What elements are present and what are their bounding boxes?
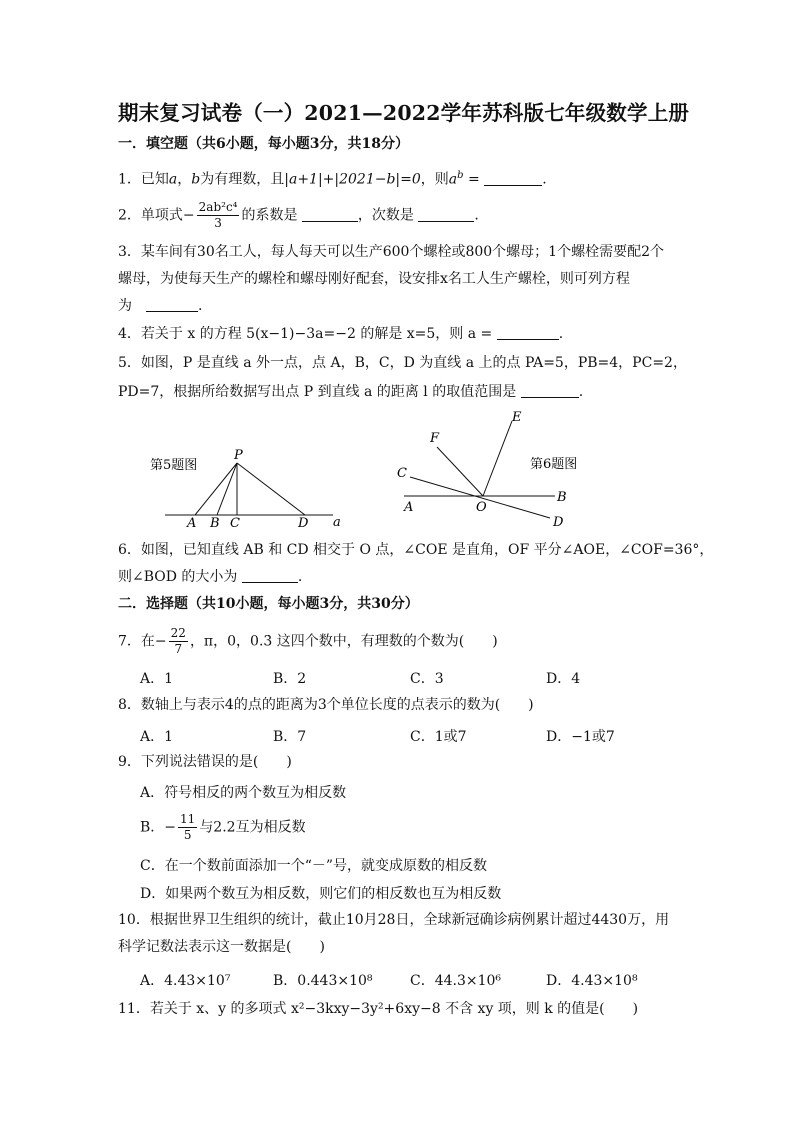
fraction-22-7: $\frac{22}{7}$ [170, 626, 186, 656]
section-choice-heading: 二．选择题（共10小题，每小题3分，共30分） [118, 596, 419, 612]
answer-blank[interactable] [497, 325, 559, 340]
answer-blank[interactable] [302, 207, 358, 222]
option-d[interactable]: D．如果两个数互为相反数，则它们的相反数也互为相反数 [140, 886, 502, 902]
option-b[interactable]: B．0.443×10⁸ [273, 973, 373, 989]
question-1: 1．已知a，b为有理数，且|a+1|+|2021−b|=0，则$a^b$ = . [118, 170, 547, 188]
question-7: 7．在− $\frac{22}{7}$ ，π，0，0.3̇ 这四个数中，有理数的个数为( ) [118, 626, 498, 656]
option-c[interactable]: C．3 [410, 671, 444, 687]
figure-6-caption: 第6题图 [530, 457, 578, 472]
segment-PA [195, 463, 237, 515]
question-8: 8．数轴上与表示4的点的距离为3个单位长度的点表示的数为( ) [118, 697, 534, 713]
figure-5-caption: 第5题图 [150, 458, 198, 473]
label-P: P [234, 448, 243, 463]
question-10-line-2: 科学记数法表示这一数据是( ) [118, 939, 325, 955]
label-D: D [298, 516, 309, 531]
label-E: E [512, 410, 522, 425]
page-title: 期末复习试卷（一）2021—2022学年苏科版七年级数学上册 [118, 101, 690, 125]
question-3-line-2: 螺母，为使每天生产的螺栓和螺母刚好配套，设安排x名工人生产螺栓，则可列方程 [118, 271, 630, 287]
segment-PB [217, 463, 237, 515]
label-a: a [333, 515, 341, 530]
figures-area [0, 405, 793, 535]
ray-OF [437, 447, 483, 496]
option-d[interactable]: D．−1或7 [546, 729, 615, 745]
label-A: A [187, 516, 197, 531]
option-a[interactable]: A．4.43×10⁷ [140, 973, 231, 989]
question-9: 9．下列说法错误的是( ) [118, 754, 292, 770]
ray-OE [483, 421, 512, 496]
answer-blank[interactable] [521, 383, 579, 398]
option-a[interactable]: A．符号相反的两个数互为相反数 [140, 785, 347, 801]
option-c[interactable]: C．1或7 [410, 729, 467, 745]
question-3-line-1: 3．某车间有30名工人，每人每天可以生产600个螺栓或800个螺母；1个螺栓需要配2个 [118, 244, 664, 260]
label-F: F [430, 431, 440, 446]
answer-blank[interactable] [242, 568, 298, 583]
option-d[interactable]: D．4.43×10⁸ [546, 973, 638, 989]
question-6-line-1: 6．如图，已知直线 AB 和 CD 相交于 O 点，∠COE 是直角，OF 平分∠AOE，∠COF=36°， [118, 542, 714, 558]
label-D: D [553, 515, 564, 530]
question-10-line-1: 10．根据世界卫生组织的统计，截止10月28日，全球新冠确诊病例累计超过4430万，用 [118, 912, 670, 928]
answer-blank[interactable] [146, 297, 198, 312]
option-b[interactable]: B．7 [273, 729, 307, 745]
question-3-line-3: 为 . [118, 298, 203, 314]
question-11: 11．若关于 x、y 的多项式 x²−3kxy−3y²+6xy−8 不含 xy 项，则 k 的值是( ) [118, 1001, 639, 1017]
segment-PD [237, 463, 305, 515]
label-A: A [404, 500, 414, 515]
option-b[interactable]: B．2 [273, 671, 307, 687]
figure-5 [150, 448, 341, 531]
option-d[interactable]: D．4 [546, 671, 581, 687]
label-C: C [230, 516, 240, 531]
option-a[interactable]: A．1 [140, 671, 174, 687]
question-5-line-2: PD=7，根据所给数据写出点 P 到直线 a 的距离 l 的取值范围是 . [118, 384, 584, 400]
section-fill-blank-heading: 一．填空题（共6小题，每小题3分，共18分） [118, 136, 409, 152]
option-c[interactable]: C．在一个数前面添加一个“－”号，就变成原数的相反数 [140, 858, 488, 874]
option-b[interactable]: B．− $\frac{11}{5}$ 与2.2互为相反数 [140, 812, 306, 842]
monomial-fraction: $\frac{\text{2ab²c⁴}}{3}$ [198, 200, 238, 230]
label-B: B [210, 516, 220, 531]
option-c[interactable]: C．44.3×10⁶ [410, 973, 502, 989]
figure-6 [397, 410, 577, 530]
question-4: 4．若关于 x 的方程 5(x−1)−3a=−2 的解是 x=5，则 a = . [118, 326, 564, 342]
label-B: B [557, 490, 567, 505]
question-6-line-2: 则∠BOD 的大小为 . [118, 569, 303, 585]
answer-blank[interactable] [484, 171, 542, 186]
option-a[interactable]: A．1 [140, 729, 174, 745]
label-C: C [397, 466, 407, 481]
answer-blank[interactable] [418, 207, 474, 222]
question-2: 2．单项式− $\frac{\text{2ab²c⁴}}{3}$ 的系数是 ，次数是 . [118, 200, 479, 230]
question-5-line-1: 5．如图，P 是直线 a 外一点，点 A，B，C，D 为直线 a 上的点 PA=5，PB=4，PC=2， [118, 355, 687, 371]
label-O: O [476, 500, 487, 515]
fraction-11-5: $\frac{11}{5}$ [180, 812, 196, 842]
